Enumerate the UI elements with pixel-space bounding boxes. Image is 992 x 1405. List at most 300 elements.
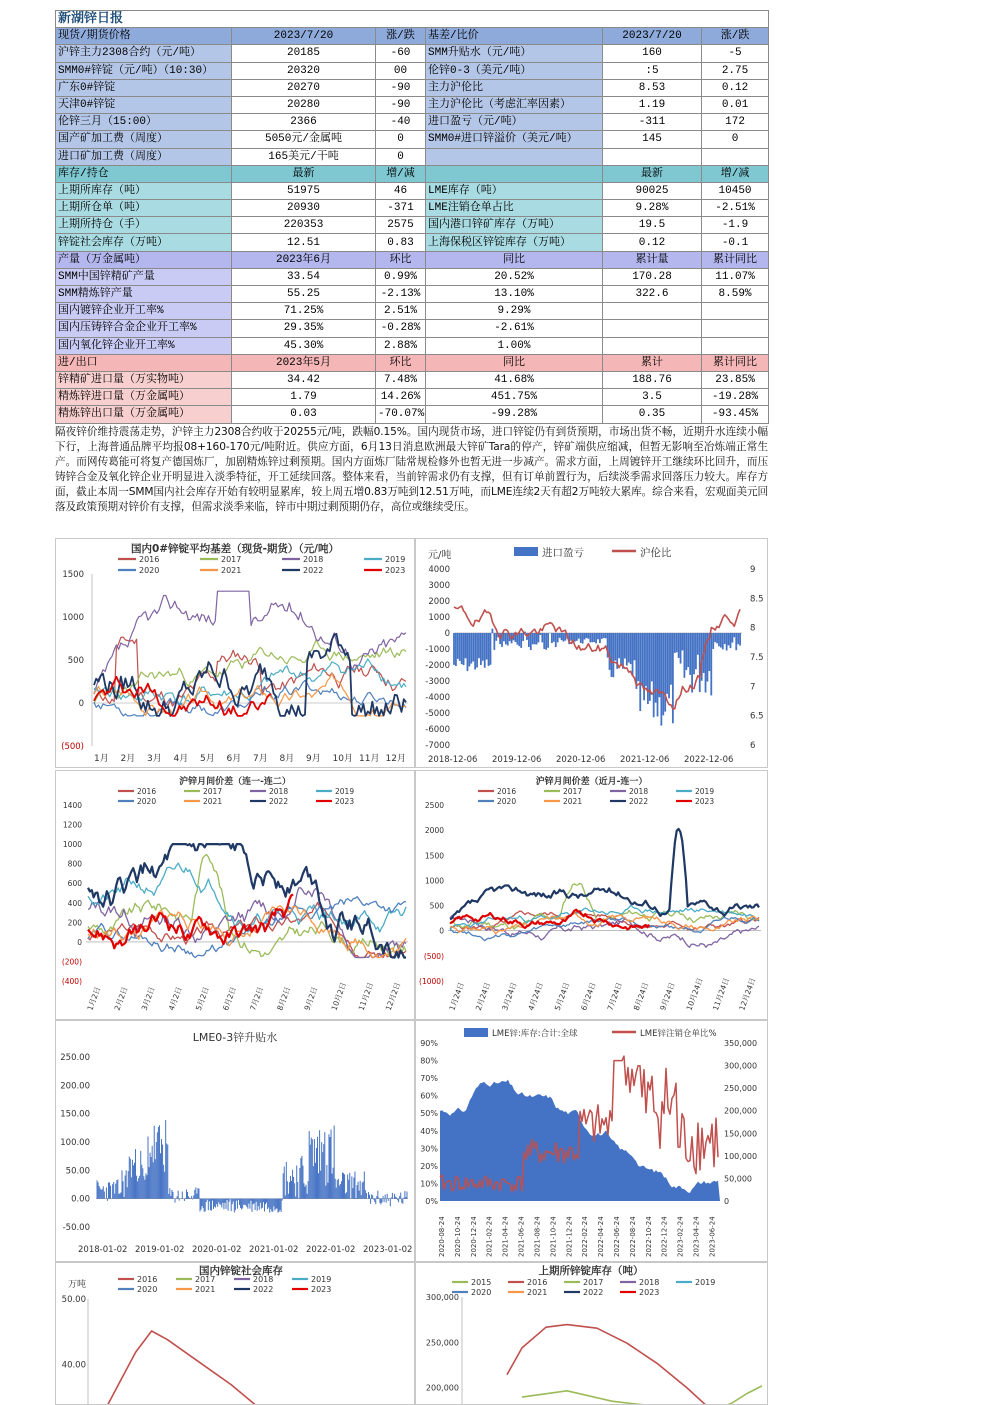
chart-title: 国内0#锌锭平均基差（现货-期货）（元/吨） bbox=[130, 543, 340, 555]
x-tick-label: 10月2日 bbox=[329, 981, 349, 1012]
trade-cell: -99.28% bbox=[426, 406, 603, 423]
legend-label: 2018 bbox=[629, 787, 649, 796]
inventory-cell: 51975 bbox=[232, 182, 376, 199]
production-cell: 2.88% bbox=[376, 337, 426, 354]
trade-cell: 环比 bbox=[376, 354, 426, 371]
trade-cell: 14.26% bbox=[376, 389, 426, 406]
quotes-cell: 2023/7/20 bbox=[603, 28, 702, 45]
quotes-cell: 8.53 bbox=[603, 79, 702, 96]
x-tick-label: 2018-01-02 bbox=[78, 1245, 128, 1255]
production-cell bbox=[603, 337, 702, 354]
trade-cell: 同比 bbox=[426, 354, 603, 371]
quotes-cell: -60 bbox=[376, 45, 426, 62]
production-cell bbox=[603, 320, 702, 337]
legend-label: 2020 bbox=[137, 797, 157, 806]
trade-cell: 2023年5月 bbox=[232, 354, 376, 371]
quotes-cell: 00 bbox=[376, 62, 426, 79]
quotes-cell: SMM升贴水（元/吨） bbox=[426, 45, 603, 62]
production-cell: 国内氧化锌企业开工率% bbox=[56, 337, 232, 354]
legend-swatch bbox=[514, 547, 538, 556]
legend-label: 2023 bbox=[335, 797, 355, 806]
legend-label: 2018 bbox=[303, 555, 324, 564]
production-cell: 国内镀锌企业开工率% bbox=[56, 303, 232, 320]
y-tick-label: 2500 bbox=[424, 801, 444, 810]
x-tick-label: 2021-01-02 bbox=[249, 1245, 299, 1255]
quotes-cell: 伦锌0-3（美元/吨） bbox=[426, 62, 603, 79]
y-tick-label-right: 100,000 bbox=[724, 1151, 758, 1161]
y-tick-label-right: 6.5 bbox=[750, 711, 764, 722]
legend-label: 2018 bbox=[269, 787, 289, 796]
quotes-row bbox=[56, 148, 769, 165]
x-tick-label: 2020-12-06 bbox=[556, 755, 606, 765]
inventory-cell: -371 bbox=[376, 200, 426, 217]
quotes-row bbox=[56, 45, 769, 62]
y-tick-label: 250.00 bbox=[60, 1053, 90, 1063]
production-cell: -2.61% bbox=[426, 320, 603, 337]
quotes-cell: 2.75 bbox=[702, 62, 769, 79]
y-tick-label: -50.00 bbox=[62, 1223, 90, 1233]
y-tick-label: 50% bbox=[420, 1109, 438, 1119]
production-row bbox=[56, 320, 769, 337]
x-tick-label: 2022-08-24 bbox=[628, 1216, 637, 1257]
production-cell bbox=[702, 320, 769, 337]
y-tick-label: 300,000 bbox=[425, 1293, 459, 1302]
y-tick-label: 1500 bbox=[62, 570, 84, 580]
legend-label: 2017 bbox=[203, 787, 223, 796]
y-tick-label: 250,000 bbox=[425, 1338, 459, 1348]
y-axis-unit: 元/吨 bbox=[428, 550, 452, 561]
report-title: 新湖锌日报 bbox=[56, 11, 769, 28]
legend-label: 2017 bbox=[221, 555, 242, 564]
report-title-row bbox=[56, 11, 769, 28]
x-tick-label: 9月 bbox=[306, 754, 321, 764]
inventory-cell: 19.5 bbox=[603, 217, 702, 234]
x-tick-label: 2月 bbox=[120, 754, 136, 764]
legend-label: 2016 bbox=[497, 787, 517, 796]
inventory-cell: 国内港口锌矿库存（万吨） bbox=[426, 217, 603, 234]
x-tick-label: 2018-12-06 bbox=[428, 755, 478, 765]
y-tick-label: 1500 bbox=[424, 851, 444, 861]
inventory-cell: 0.83 bbox=[376, 234, 426, 251]
legend-label: 2018 bbox=[639, 1278, 660, 1287]
chart-title: 上期所锌锭库存（吨） bbox=[538, 1265, 644, 1277]
production-row bbox=[56, 303, 769, 320]
trade-cell: 累计 bbox=[603, 354, 702, 371]
x-tick-label: 2023-04-24 bbox=[692, 1216, 701, 1257]
production-cell: 8.59% bbox=[702, 286, 769, 303]
inventory-cell: 12.51 bbox=[232, 234, 376, 251]
trade-cell: 188.76 bbox=[603, 371, 702, 388]
production-cell: 170.28 bbox=[603, 268, 702, 285]
x-tick-label: 2022-10-24 bbox=[644, 1216, 653, 1257]
trade-row bbox=[56, 389, 769, 406]
trade-cell: 1.79 bbox=[232, 389, 376, 406]
quotes-row bbox=[56, 114, 769, 131]
trade-cell: 进/出口 bbox=[56, 354, 232, 371]
production-cell: 11.07% bbox=[702, 268, 769, 285]
y-tick-label: -1000 bbox=[425, 645, 450, 655]
inventory-cell: 2575 bbox=[376, 217, 426, 234]
x-tick-label: 5月24日 bbox=[552, 981, 572, 1012]
y-tick-label: 800 bbox=[67, 859, 82, 869]
quotes-cell: 沪锌主力2308合约（元/吨） bbox=[56, 45, 232, 62]
y-tick-label: 70% bbox=[420, 1074, 438, 1084]
y-tick-label: (500) bbox=[61, 742, 84, 752]
quotes-cell: 伦锌三月（15:00） bbox=[56, 114, 232, 131]
trade-row bbox=[56, 371, 769, 388]
production-cell: -2.13% bbox=[376, 286, 426, 303]
x-tick-label: 2023-01-02 bbox=[363, 1245, 413, 1255]
quotes-cell: 天津0#锌锭 bbox=[56, 96, 232, 113]
inventory-row bbox=[56, 217, 769, 234]
x-tick-label: 2022-04-24 bbox=[597, 1216, 606, 1257]
series-2015 bbox=[522, 1386, 762, 1404]
y-tick-label: 2000 bbox=[424, 826, 444, 836]
y-tick-label-right: 6 bbox=[750, 741, 756, 751]
y-tick-label: (400) bbox=[61, 977, 82, 986]
shfe-stock-chart bbox=[415, 1262, 768, 1405]
quotes-cell: -90 bbox=[376, 79, 426, 96]
trade-cell: 451.75% bbox=[426, 389, 603, 406]
inventory-cell: LME注销仓单占比 bbox=[426, 200, 603, 217]
inventory-cell: 增/减 bbox=[376, 165, 426, 182]
production-cell bbox=[603, 303, 702, 320]
x-tick-label: 11月 bbox=[359, 754, 380, 764]
inventory-cell: 0.12 bbox=[603, 234, 702, 251]
y-axis-unit: 万吨 bbox=[68, 1280, 87, 1290]
legend-label: 沪伦比 bbox=[640, 547, 672, 559]
quotes-cell: -5 bbox=[702, 45, 769, 62]
legend-label: 2018 bbox=[253, 1275, 274, 1284]
legend-label: 2019 bbox=[385, 555, 406, 564]
social-stock-chart bbox=[55, 1262, 415, 1405]
production-cell: 累计量 bbox=[603, 251, 702, 268]
legend-label: 2022 bbox=[303, 566, 324, 575]
inventory-cell: 上期所仓单（吨） bbox=[56, 200, 232, 217]
y-tick-label: 80% bbox=[420, 1056, 438, 1066]
y-tick-label: 500 bbox=[67, 656, 84, 666]
x-tick-label: 2021-10-24 bbox=[549, 1216, 558, 1257]
x-tick-label: 8月 bbox=[279, 754, 295, 764]
y-tick-label: -4000 bbox=[425, 693, 450, 703]
trade-cell: -19.28% bbox=[702, 389, 769, 406]
y-tick-label: 1000 bbox=[62, 613, 84, 623]
legend-label: 2016 bbox=[137, 1275, 158, 1284]
production-cell: 20.52% bbox=[426, 268, 603, 285]
production-cell: 9.29% bbox=[426, 303, 603, 320]
quotes-cell: -90 bbox=[376, 96, 426, 113]
legend-label: LME锌注销仓单比% bbox=[640, 1029, 717, 1039]
y-tick-label-right: 9 bbox=[750, 565, 756, 575]
legend-label: 2016 bbox=[137, 787, 157, 796]
production-cell: 2.51% bbox=[376, 303, 426, 320]
quotes-cell: -311 bbox=[603, 114, 702, 131]
quotes-cell: 涨/跌 bbox=[376, 28, 426, 45]
x-tick-label: 12月2日 bbox=[383, 981, 403, 1012]
ratio-line bbox=[454, 606, 740, 709]
production-cell: SMM中国锌精矿产量 bbox=[56, 268, 232, 285]
y-tick-label: 50.00 bbox=[65, 1166, 90, 1177]
x-tick-label: 1月24日 bbox=[447, 981, 466, 1012]
series-2022 bbox=[450, 829, 759, 919]
legend-label: 2020 bbox=[139, 566, 160, 575]
legend-label: 2019 bbox=[695, 787, 715, 796]
lme03-chart bbox=[55, 1020, 415, 1262]
trade-row bbox=[56, 406, 769, 423]
quotes-cell: 20320 bbox=[232, 62, 376, 79]
chart-title: 沪锌月间价差（连一-连二） bbox=[179, 777, 291, 787]
legend-label: 2019 bbox=[335, 787, 355, 796]
x-tick-label: 5月2日 bbox=[193, 985, 211, 1012]
x-tick-label: 12月24日 bbox=[737, 976, 758, 1012]
quotes-cell: 涨/跌 bbox=[702, 28, 769, 45]
legend-label: 2021 bbox=[527, 1288, 548, 1297]
quotes-cell: :5 bbox=[603, 62, 702, 79]
x-tick-label: 2021-02-24 bbox=[485, 1216, 494, 1257]
y-tick-label: 0 bbox=[439, 926, 444, 936]
production-row bbox=[56, 268, 769, 285]
inventory-cell: 20930 bbox=[232, 200, 376, 217]
legend-label: 2016 bbox=[527, 1278, 548, 1287]
trade-cell: 锌精矿进口量（万实物吨） bbox=[56, 371, 232, 388]
x-tick-label: 2019-12-06 bbox=[492, 755, 542, 765]
trade-cell: 41.68% bbox=[426, 371, 603, 388]
y-tick-label-right: 0 bbox=[724, 1197, 730, 1206]
production-cell: 产量（万金属吨） bbox=[56, 251, 232, 268]
inventory-cell: 46 bbox=[376, 182, 426, 199]
y-tick-label: -3000 bbox=[425, 677, 450, 687]
quotes-cell: 国产矿加工费（周度） bbox=[56, 131, 232, 148]
y-tick-label: 1000 bbox=[424, 876, 444, 886]
x-tick-label: 6月2日 bbox=[221, 985, 238, 1012]
y-tick-label-right: 200,000 bbox=[724, 1106, 758, 1116]
trade-cell: 23.85% bbox=[702, 371, 769, 388]
quotes-cell: 145 bbox=[603, 131, 702, 148]
production-cell bbox=[702, 303, 769, 320]
y-tick-label: 1200 bbox=[62, 820, 82, 830]
quotes-cell: 20270 bbox=[232, 79, 376, 96]
y-tick-label: 200.00 bbox=[60, 1081, 90, 1092]
production-header-row bbox=[56, 251, 769, 268]
quotes-cell: 160 bbox=[603, 45, 702, 62]
quotes-cell: 5050元/金属吨 bbox=[232, 131, 376, 148]
x-tick-label: 8月2日 bbox=[275, 985, 293, 1012]
trade-header-row bbox=[56, 354, 769, 371]
x-tick-label: 2022-12-06 bbox=[684, 755, 734, 765]
quotes-row bbox=[56, 62, 769, 79]
y-tick-label-right: 50,000 bbox=[724, 1174, 752, 1184]
x-tick-label: 5月 bbox=[200, 754, 215, 764]
quotes-cell: 165美元/干吨 bbox=[232, 148, 376, 165]
quotes-cell: 0 bbox=[376, 131, 426, 148]
production-cell: 29.35% bbox=[232, 320, 376, 337]
y-tick-label: 90% bbox=[420, 1039, 438, 1048]
daily-report bbox=[55, 10, 768, 515]
x-tick-label: 6月24日 bbox=[579, 981, 598, 1012]
quotes-cell: 主力沪伦比 bbox=[426, 79, 603, 96]
inventory-cell bbox=[426, 165, 603, 182]
quotes-row bbox=[56, 96, 769, 113]
trade-cell: -93.45% bbox=[702, 406, 769, 423]
y-tick-label: 100.00 bbox=[60, 1138, 90, 1148]
legend-label: 2020 bbox=[497, 797, 517, 806]
y-tick-label: 0% bbox=[425, 1197, 438, 1206]
y-tick-label: 1000 bbox=[428, 613, 450, 623]
legend-label: 2021 bbox=[195, 1285, 216, 1294]
x-tick-label: 4月 bbox=[173, 754, 189, 764]
y-tick-label-right: 150,000 bbox=[724, 1129, 758, 1139]
legend-label: 2020 bbox=[471, 1288, 492, 1297]
trade-cell: 精炼锌出口量（万金属吨） bbox=[56, 406, 232, 423]
series-2017 bbox=[88, 855, 406, 957]
legend-label: 2023 bbox=[385, 566, 406, 575]
x-tick-label: 10月24日 bbox=[684, 976, 705, 1012]
production-row bbox=[56, 286, 769, 303]
quotes-row bbox=[56, 131, 769, 148]
x-tick-label: 2021-12-06 bbox=[620, 755, 670, 765]
production-cell: 322.6 bbox=[603, 286, 702, 303]
production-cell: 13.10% bbox=[426, 286, 603, 303]
y-tick-label: 1000 bbox=[62, 840, 82, 850]
inventory-cell: -0.1 bbox=[702, 234, 769, 251]
quotes-cell: 2366 bbox=[232, 114, 376, 131]
inventory-cell: 220353 bbox=[232, 217, 376, 234]
y-tick-label: (1000) bbox=[419, 977, 444, 986]
spread12-chart bbox=[55, 770, 415, 1020]
x-tick-label: 1月 bbox=[94, 754, 109, 764]
x-tick-label: 2022-06-24 bbox=[613, 1216, 621, 1257]
x-tick-label: 3月2日 bbox=[139, 985, 157, 1012]
chart-title: LME0-3锌升贴水 bbox=[192, 1031, 278, 1044]
legend-label: 2017 bbox=[563, 787, 583, 796]
legend-label: 2022 bbox=[269, 797, 289, 806]
inventory-row bbox=[56, 182, 769, 199]
y-tick-label: (500) bbox=[423, 951, 444, 961]
y-tick-label: 20% bbox=[420, 1161, 438, 1171]
lme-stock-chart bbox=[415, 1020, 768, 1262]
y-tick-label: 0 bbox=[77, 937, 82, 947]
y-tick-label-right: 7 bbox=[750, 682, 756, 693]
market-commentary: 隔夜锌价维持震荡走势，沪锌主力2308合约收于20255元/吨，跌幅0.15%。国内现货市场，进口锌锭仍有到货预期，市场出货不畅，近期升水连续小幅下行，上海普通品牌平均报08+160-170元/吨附近。供应方面，6月13日消息欧洲最大锌矿Tara的停产，锌矿端供应缩减，但暂无影响至冶炼端正常生产。而网传葛能可将复产德国炼厂，加剧精炼锌过剩预期。国内方面炼厂陆常规检修外也暂无进一步减产。需求方面，上周镀锌开工继续环比回升，而压铸锌合金及氧化锌企业开明显进入淡季特征，开工延续回落。整体来看，当前锌需求仍有支撑，但有订单前置行为，后续淡季需求回落压力较大。库存方面，截止本周一SMM国内社会库存开始有较明显累库，较上周五增0.83万吨到12.51万吨，而LME连续2天有超2万吨较大累库。综合来看，宏观面美元回落及政策预期对锌价有支撑，但需求淡季来临，锌市中期过剩预期仍存，高位或继续受压。 bbox=[55, 425, 768, 513]
y-tick-label: 0 bbox=[444, 629, 450, 639]
spread01-chart bbox=[415, 770, 768, 1020]
series-2019 bbox=[94, 659, 406, 705]
quotes-cell: SMM0#锌锭（元/吨）（10:30） bbox=[56, 62, 232, 79]
x-tick-label: 4月2日 bbox=[166, 985, 184, 1012]
y-tick-label: 200,000 bbox=[425, 1383, 459, 1393]
inventory-cell: 锌锭社会库存（万吨） bbox=[56, 234, 232, 251]
quotes-cell: 1.19 bbox=[603, 96, 702, 113]
legend-label: 2017 bbox=[583, 1278, 604, 1287]
legend-label: 2023 bbox=[639, 1288, 660, 1297]
basis-chart bbox=[55, 538, 415, 768]
production-cell: 55.25 bbox=[232, 286, 376, 303]
y-tick-label: -6000 bbox=[425, 725, 450, 735]
y-tick-label: 200 bbox=[67, 918, 82, 928]
y-tick-label-right: 300,000 bbox=[724, 1061, 758, 1071]
production-cell: 2023年6月 bbox=[232, 251, 376, 268]
y-tick-label: 150.00 bbox=[60, 1109, 90, 1120]
x-tick-label: 2020-01-02 bbox=[192, 1245, 242, 1255]
y-tick-label-right: 8.5 bbox=[750, 594, 764, 605]
y-tick-label: 40% bbox=[420, 1126, 438, 1136]
quotes-cell: 基差/比价 bbox=[426, 28, 603, 45]
production-cell: 71.25% bbox=[232, 303, 376, 320]
production-cell: 33.54 bbox=[232, 268, 376, 285]
x-tick-label: 11月2日 bbox=[356, 981, 376, 1012]
y-tick-label: 4000 bbox=[428, 565, 450, 575]
trade-cell: 7.48% bbox=[376, 371, 426, 388]
y-tick-label: 10% bbox=[420, 1179, 438, 1189]
x-tick-label: 2020-08-24 bbox=[438, 1216, 446, 1257]
series-2018 bbox=[94, 591, 406, 689]
y-tick-label: 60% bbox=[420, 1091, 438, 1101]
quotes-cell bbox=[426, 148, 603, 165]
production-cell: 累计同比 bbox=[702, 251, 769, 268]
trade-cell: 3.5 bbox=[603, 389, 702, 406]
quotes-cell: 进口矿加工费（周度） bbox=[56, 148, 232, 165]
inventory-cell: 90025 bbox=[603, 182, 702, 199]
x-tick-label: 2020-10-24 bbox=[453, 1216, 462, 1257]
inventory-row bbox=[56, 234, 769, 251]
chart-title: 沪锌月间价差（近月-连一） bbox=[535, 777, 648, 787]
legend-label: 2021 bbox=[203, 797, 223, 806]
y-tick-label: 400 bbox=[67, 898, 82, 908]
y-tick-label-right: 350,000 bbox=[724, 1039, 758, 1048]
legend-label: 2017 bbox=[195, 1275, 216, 1284]
x-tick-label: 6月 bbox=[226, 754, 242, 764]
legend-label: 2019 bbox=[311, 1275, 332, 1284]
inventory-cell: 上海保税区锌锭库存（万吨） bbox=[426, 234, 603, 251]
inventory-cell: 库存/持仓 bbox=[56, 165, 232, 182]
x-tick-label: 2023-06-24 bbox=[708, 1216, 717, 1257]
production-cell: 45.30% bbox=[232, 337, 376, 354]
x-tick-label: 8月24日 bbox=[631, 981, 651, 1012]
quotes-cell: 0 bbox=[702, 131, 769, 148]
quotes-cell: 主力沪伦比（考虑汇率因素） bbox=[426, 96, 603, 113]
trade-cell: 34.42 bbox=[232, 371, 376, 388]
y-tick-label: 30% bbox=[420, 1144, 438, 1154]
x-tick-label: 2021-04-24 bbox=[501, 1216, 510, 1257]
series-2016 bbox=[88, 1331, 406, 1404]
quotes-cell: 进口盈亏（元/吨） bbox=[426, 114, 603, 131]
y-tick-label: 0.00 bbox=[71, 1194, 90, 1205]
x-tick-label: 2021-06-24 bbox=[517, 1216, 526, 1257]
y-tick-label: -5000 bbox=[425, 709, 450, 719]
quotes-header-row bbox=[56, 28, 769, 45]
production-cell: 国内压铸锌合金企业开工率% bbox=[56, 320, 232, 337]
quotes-cell: 2023/7/20 bbox=[232, 28, 376, 45]
x-tick-label: 2022-01-02 bbox=[306, 1245, 356, 1255]
x-tick-label: 2021-12-24 bbox=[565, 1216, 574, 1257]
x-tick-label: 2019-01-02 bbox=[135, 1245, 185, 1255]
quotes-cell bbox=[603, 148, 702, 165]
x-tick-label: 10月 bbox=[332, 754, 353, 764]
legend-label: 2023 bbox=[311, 1285, 332, 1294]
quotes-cell: 0 bbox=[376, 148, 426, 165]
inventory-cell: 最新 bbox=[603, 165, 702, 182]
legend-swatch bbox=[464, 1028, 488, 1037]
x-tick-label: 2月24日 bbox=[473, 981, 493, 1012]
y-tick-label: 2000 bbox=[428, 597, 450, 607]
x-tick-label: 4月24日 bbox=[526, 981, 545, 1012]
x-tick-label: 2020-12-24 bbox=[469, 1216, 478, 1257]
quotes-cell: 0.01 bbox=[702, 96, 769, 113]
production-cell: 同比 bbox=[426, 251, 603, 268]
inventory-cell: 上期所库存（吨） bbox=[56, 182, 232, 199]
quotes-cell bbox=[702, 148, 769, 165]
trade-cell: -70.07% bbox=[376, 406, 426, 423]
